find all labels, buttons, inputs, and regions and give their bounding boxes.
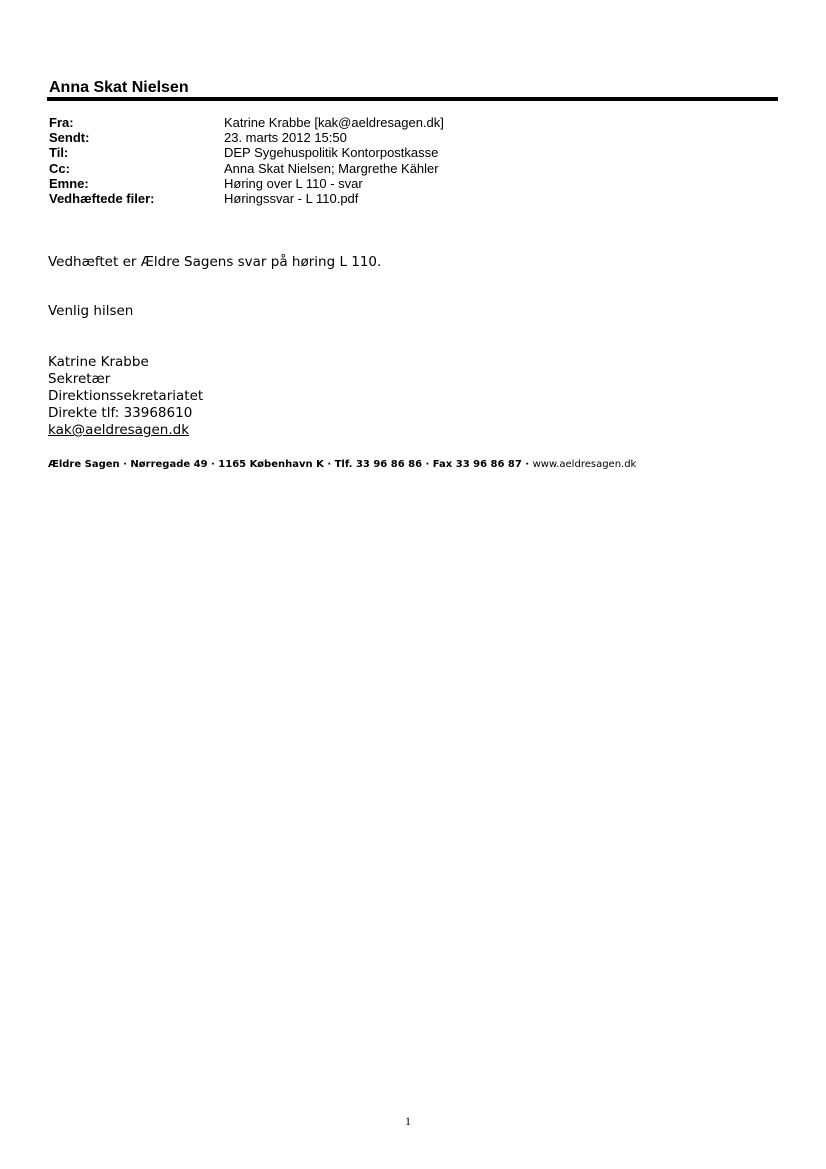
to-value: DEP Sygehuspolitik Kontorpostkasse [224,145,439,161]
header-row-to [49,145,444,160]
page-title: Anna Skat Nielsen [49,79,189,96]
header-row-from [49,115,444,130]
email-header [49,115,444,206]
message-greeting: Venlig hilsen [48,303,134,319]
cc-value: Anna Skat Nielsen; Margrethe Kähler [224,160,439,176]
page-number: 1 [405,1114,411,1128]
cc-label: Cc: [49,160,70,176]
signature-block [48,354,203,439]
attachments-label: Vedhæftede filer: [49,190,155,206]
attachments-value: Høringssvar - L 110.pdf [224,190,359,206]
footer-website: www.aeldresagen.dk [532,459,637,470]
subject-label: Emne: [49,175,89,191]
message-intro: Vedhæftet er Ældre Sagens svar på høring L 110. [48,254,382,270]
title-divider [47,97,778,101]
signature-role: Sekretær [48,371,111,387]
signature-name: Katrine Krabbe [48,354,149,370]
header-row-attachments [49,191,444,206]
from-value: Katrine Krabbe [kak@aeldresagen.dk] [224,115,444,130]
header-row-subject [49,176,444,191]
signature-phone: Direkte tlf: 33968610 [48,405,193,421]
from-label: Fra: [49,115,74,130]
header-row-sent [49,130,444,145]
signature-email-link[interactable]: kak@aeldresagen.dk [48,422,190,438]
footer-contact: Ældre Sagen · Nørregade 49 · 1165 København K · Tlf. 33 96 86 86 · Fax 33 96 86 87 · [48,459,533,470]
header-row-cc [49,161,444,176]
sent-label: Sendt: [49,130,90,146]
to-label: Til: [49,145,69,161]
organization-footer [48,458,636,472]
subject-value: Høring over L 110 - svar [224,175,363,191]
sent-value: 23. marts 2012 15:50 [224,130,347,146]
signature-department: Direktionssekretariatet [48,388,204,404]
